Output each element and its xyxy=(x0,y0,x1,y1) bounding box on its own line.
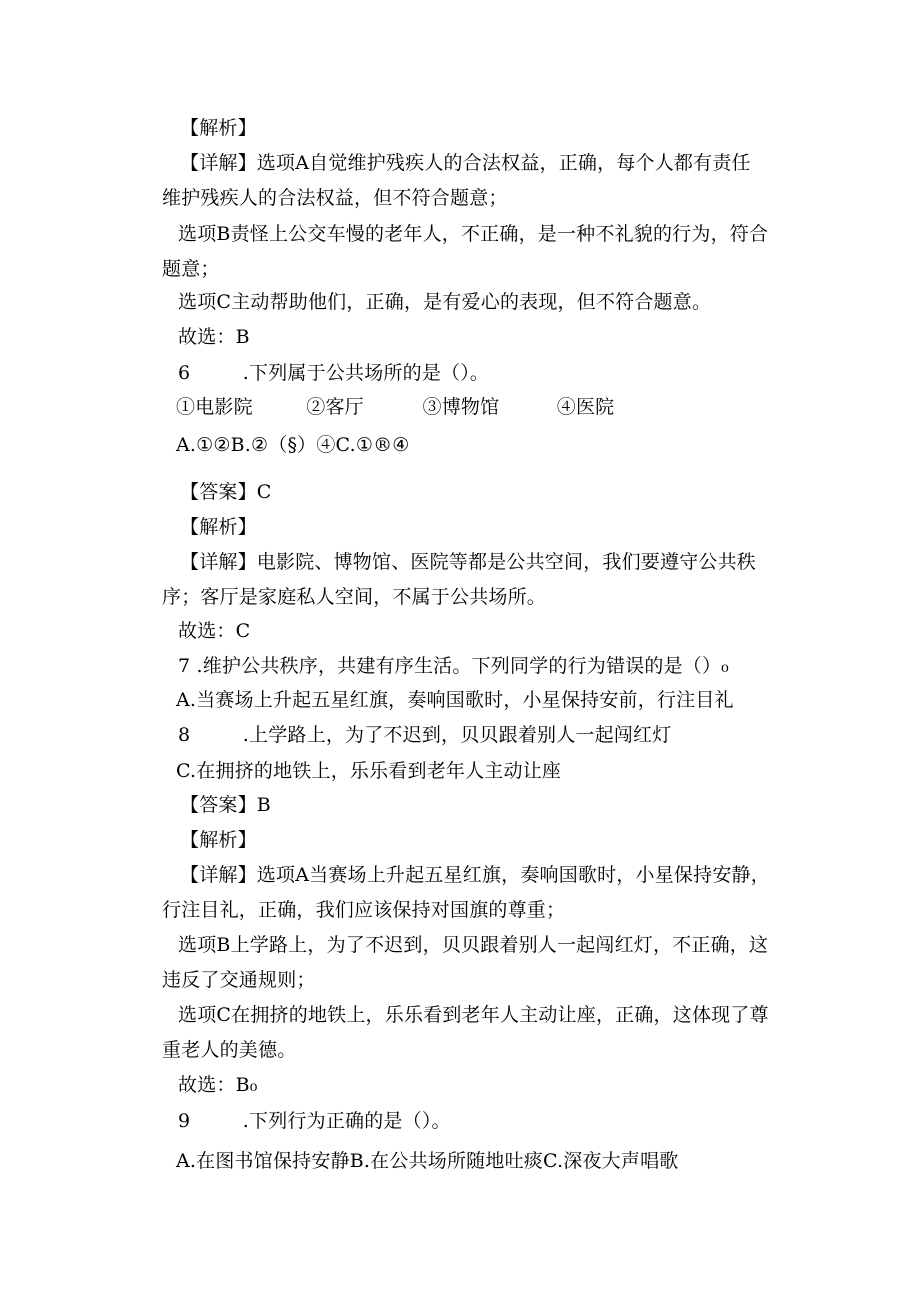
analysis-detail-line: 违反了交通规则； xyxy=(162,969,316,991)
final-choice: 故选：B xyxy=(178,326,250,348)
final-choice: 故选：C xyxy=(178,620,251,642)
choice-option: A.当赛场上升起五星红旗，奏响国歌时，小星保持安前，行注目礼 xyxy=(176,689,734,711)
question-stem: .下列行为正确的是（）。 xyxy=(242,1110,451,1132)
section-label-analysis: 【解析】 xyxy=(180,516,257,538)
analysis-detail-line: 选项C主动帮助他们，正确，是有爱心的表现，但不符合题意。 xyxy=(178,291,712,313)
analysis-detail-line: 维护残疾人的合法权益，但不符合题意； xyxy=(162,187,508,209)
question-7: 7 .维护公共秩序，共建有序生活。下列同学的行为错误的是（）₀ xyxy=(178,655,729,677)
item-option: ①电影院 xyxy=(176,396,253,418)
question-6-items xyxy=(176,396,614,418)
answer-choices: A.①②B.②（§）④C.①®④ xyxy=(176,434,410,456)
choice-option: C.在拥挤的地铁上，乐乐看到老年人主动让座 xyxy=(176,760,562,782)
question-number: 8 xyxy=(178,724,191,746)
answer-choices: A.在图书馆保持安静B.在公共场所随地吐痰C.深夜大声唱歌 xyxy=(176,1150,679,1172)
item-option: ④医院 xyxy=(556,396,615,418)
question-6 xyxy=(178,362,489,384)
question-number: 6 xyxy=(178,362,191,384)
question-number: 9 xyxy=(178,1110,191,1132)
section-label-analysis: 【解析】 xyxy=(180,829,257,851)
choice-option xyxy=(178,724,671,746)
question-9 xyxy=(178,1110,451,1132)
item-option: ③博物馆 xyxy=(422,396,500,418)
analysis-detail-line: 重老人的美德。 xyxy=(162,1039,297,1061)
answer-label: 【答案】C xyxy=(180,481,272,503)
analysis-detail-line: 选项B上学路上，为了不迟到，贝贝跟着别人一起闯红灯，不正确，这 xyxy=(178,934,769,956)
analysis-detail-line: 序；客厅是家庭私人空间，不属于公共场所。 xyxy=(162,586,547,608)
final-choice: 故选：B₀ xyxy=(178,1074,258,1096)
analysis-detail-line: 选项C在拥挤的地铁上，乐乐看到老年人主动让座，正确，这体现了尊 xyxy=(178,1004,769,1026)
analysis-detail-line: 行注目礼，正确，我们应该保持对国旗的尊重； xyxy=(162,899,566,921)
answer-label: 【答案】B xyxy=(180,794,271,816)
analysis-detail-line: 题意； xyxy=(162,258,220,280)
analysis-detail-line: 【详解】选项A自觉维护残疾人的合法权益，正确，每个人都有责任 xyxy=(180,152,751,174)
choice-text: .上学路上，为了不迟到，贝贝跟着别人一起闯红灯 xyxy=(242,724,672,746)
section-label-analysis: 【解析】 xyxy=(180,117,257,139)
analysis-detail-line: 【详解】电影院、博物馆、医院等都是公共空间，我们要遵守公共秩 xyxy=(180,551,757,573)
analysis-detail-line: 选项B责怪上公交车慢的老年人，不正确，是一种不礼貌的行为，符合 xyxy=(178,223,769,245)
analysis-detail-line: 【详解】选项A当赛场上升起五星红旗，奏响国歌时，小星保持安静， xyxy=(180,864,770,886)
question-stem: .下列属于公共场所的是（）。 xyxy=(242,362,490,384)
item-option: ②客厅 xyxy=(306,396,364,418)
